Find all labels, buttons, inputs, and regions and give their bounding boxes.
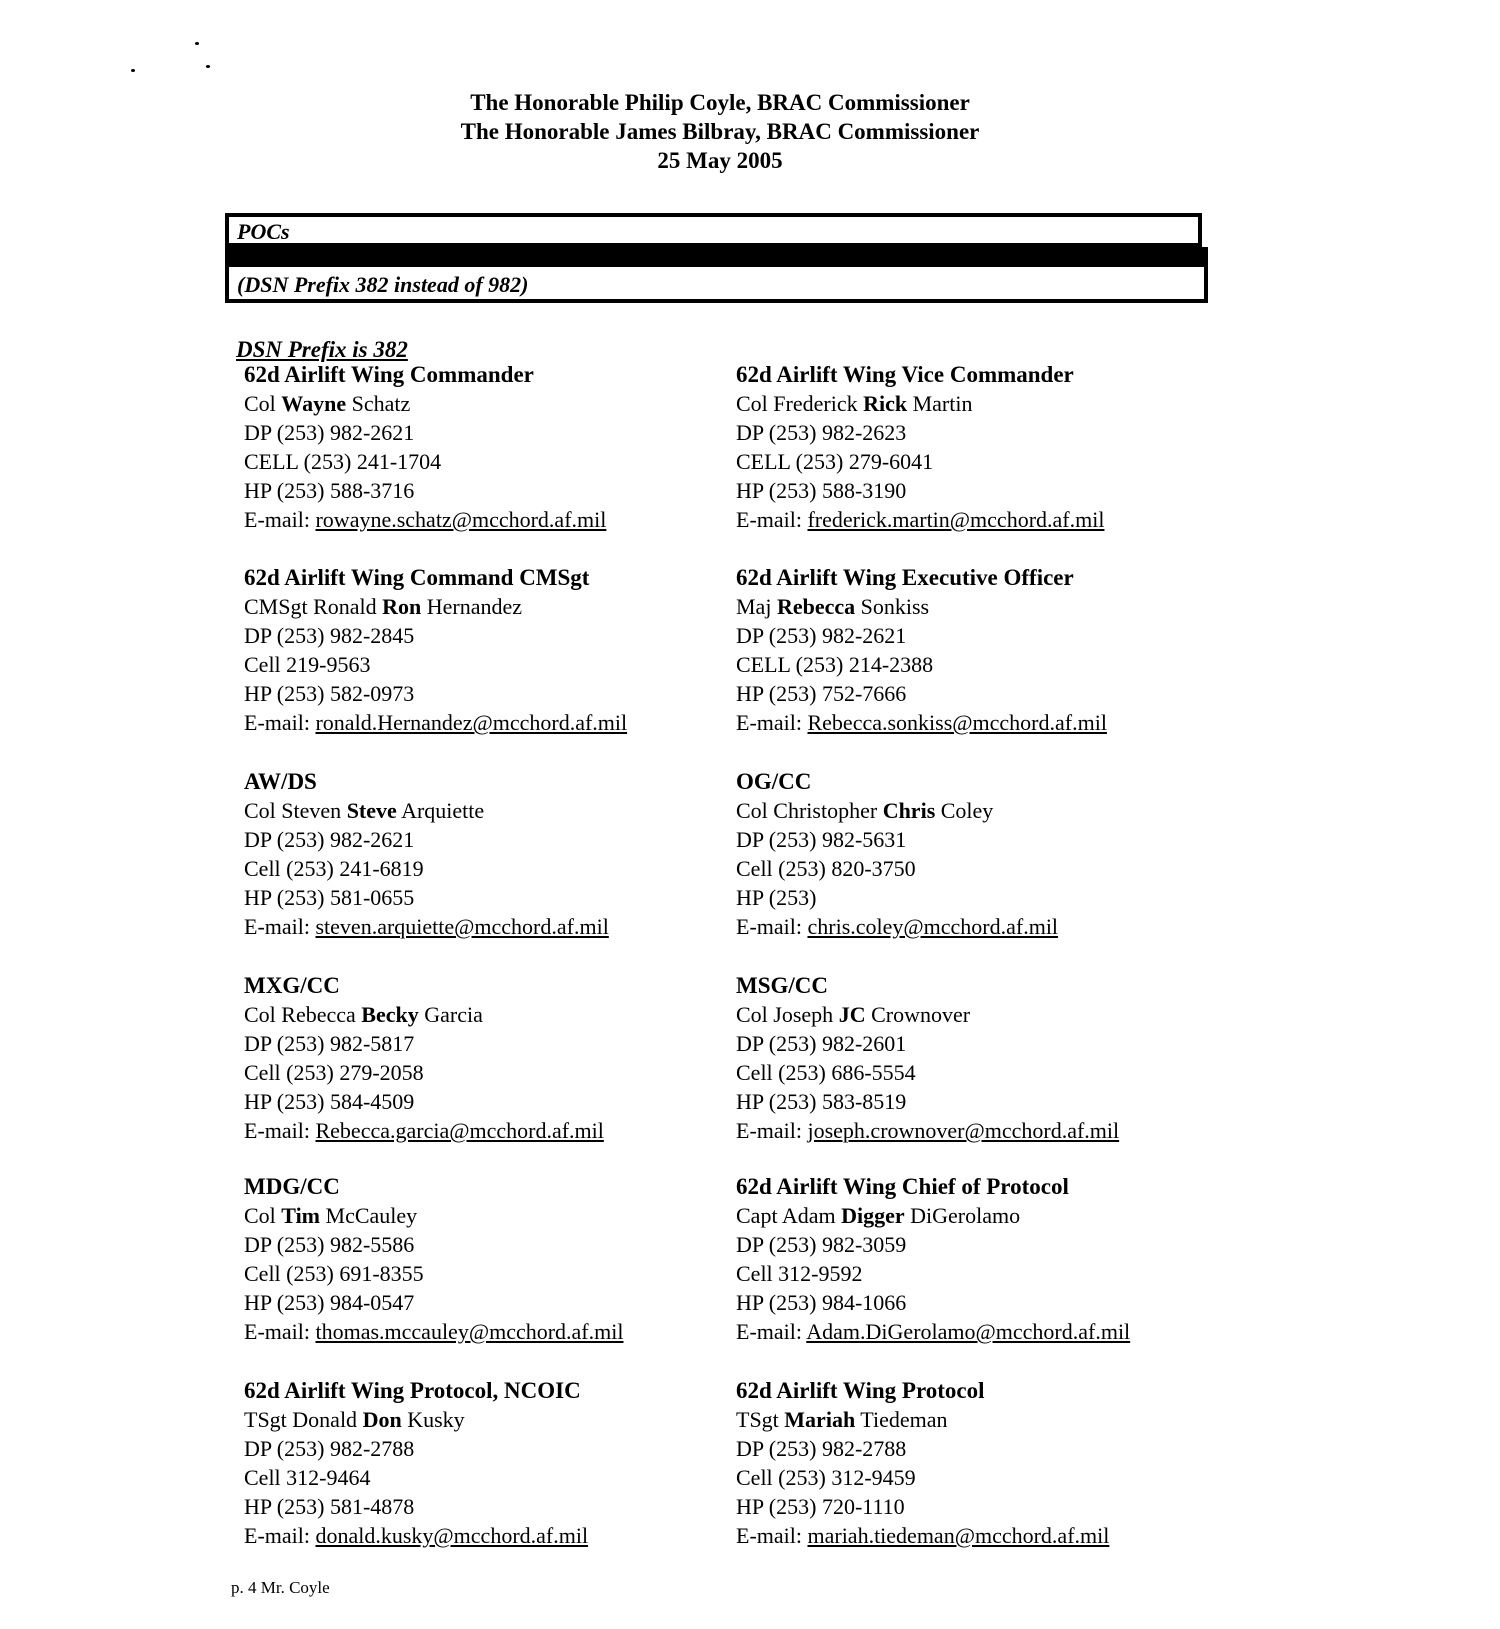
- contact-name: [736, 796, 1058, 825]
- contact-cell-phone: CELL (253) 241-1704: [244, 449, 442, 474]
- contact-title: 62d Airlift Wing Commander: [244, 362, 534, 387]
- dsn-note-box: [225, 263, 1208, 303]
- contact-title: 62d Airlift Wing Command CMSgt: [244, 565, 590, 590]
- contact-last-name: McCauley: [325, 1203, 418, 1228]
- email-label: E-mail:: [736, 914, 802, 939]
- dsn-prefix-heading: DSN Prefix is 382: [236, 337, 408, 362]
- contact-cell-phone: Cell (253) 279-2058: [244, 1060, 424, 1085]
- contact-nickname: Tim: [281, 1203, 321, 1228]
- pocs-box: [225, 213, 1202, 247]
- contact-email-line: [736, 1317, 1130, 1346]
- contact-home-phone: HP (253) 581-4878: [244, 1494, 415, 1519]
- contact-title: MSG/CC: [736, 973, 828, 998]
- email-link[interactable]: joseph.crownover@mcchord.af.mil: [807, 1118, 1120, 1143]
- scan-speck: [195, 42, 199, 45]
- contact-cell-phone: Cell (253) 312-9459: [736, 1465, 916, 1490]
- email-link[interactable]: rowayne.schatz@mcchord.af.mil: [315, 507, 607, 532]
- contact-nickname: Steve: [346, 798, 397, 823]
- contact-email-line: [736, 1521, 1109, 1550]
- contact-first-name: Rebecca: [281, 1002, 356, 1027]
- contact-last-name: Tiedeman: [860, 1407, 948, 1432]
- contact-last-name: Kusky: [407, 1407, 465, 1432]
- contact-cell-phone: Cell 312-9464: [244, 1465, 371, 1490]
- contact-last-name: Crownover: [871, 1002, 971, 1027]
- contact-duty-phone: DP (253) 982-2623: [736, 420, 907, 445]
- header-line-2: The Honorable James Bilbray, BRAC Commissioner: [460, 119, 980, 144]
- email-label: E-mail:: [244, 914, 310, 939]
- contact-duty-phone: DP (253) 982-5817: [244, 1031, 415, 1056]
- contact-home-phone: HP (253) 588-3716: [244, 478, 415, 503]
- contact-card: [736, 563, 1107, 737]
- contact-last-name: DiGerolamo: [910, 1203, 1021, 1228]
- contact-last-name: Hernandez: [426, 594, 523, 619]
- contact-cell-phone: Cell 312-9592: [736, 1261, 863, 1286]
- email-link[interactable]: steven.arquiette@mcchord.af.mil: [315, 914, 609, 939]
- contact-title: 62d Airlift Wing Protocol, NCOIC: [244, 1378, 581, 1403]
- header-line-1: The Honorable Philip Coyle, BRAC Commissioner: [470, 90, 970, 115]
- email-label: E-mail:: [244, 507, 310, 532]
- email-link[interactable]: mariah.tiedeman@mcchord.af.mil: [807, 1523, 1110, 1548]
- contact-title: OG/CC: [736, 769, 812, 794]
- contact-card: [244, 971, 604, 1145]
- contact-cell-phone: CELL (253) 279-6041: [736, 449, 934, 474]
- contact-name: [736, 1405, 1109, 1434]
- contact-first-name: Adam: [781, 1203, 836, 1228]
- contact-rank: Col: [736, 798, 768, 823]
- contact-duty-phone: DP (253) 982-2621: [736, 623, 907, 648]
- contact-rank: Col: [244, 798, 276, 823]
- header-date: 25 May 2005: [657, 148, 783, 173]
- contact-home-phone: HP (253) 582-0973: [244, 681, 415, 706]
- email-link[interactable]: thomas.mccauley@mcchord.af.mil: [315, 1319, 624, 1344]
- contact-home-phone: HP (253) 984-0547: [244, 1290, 415, 1315]
- contact-home-phone: HP (253) 588-3190: [736, 478, 907, 503]
- contact-home-phone: HP (253) 581-0655: [244, 885, 415, 910]
- contact-cell-phone: Cell (253) 241-6819: [244, 856, 424, 881]
- contact-nickname: Ron: [382, 594, 422, 619]
- contact-email-line: [736, 505, 1104, 534]
- contact-first-name: Steven: [281, 798, 342, 823]
- contact-title: MDG/CC: [244, 1174, 340, 1199]
- scan-speck: [131, 69, 135, 72]
- contact-card: [244, 563, 627, 737]
- contact-rank: Col: [244, 1203, 276, 1228]
- email-link[interactable]: donald.kusky@mcchord.af.mil: [315, 1523, 589, 1548]
- dsn-note-label: (DSN Prefix 382 instead of 982): [237, 272, 529, 297]
- contact-nickname: Mariah: [784, 1407, 856, 1432]
- email-link[interactable]: Rebecca.garcia@mcchord.af.mil: [315, 1118, 604, 1143]
- contact-first-name: Frederick: [773, 391, 858, 416]
- contact-duty-phone: DP (253) 982-2601: [736, 1031, 907, 1056]
- contact-rank: Col: [244, 1002, 276, 1027]
- contact-name: [736, 592, 1107, 621]
- email-link[interactable]: Adam.DiGerolamo@mcchord.af.mil: [806, 1319, 1131, 1344]
- contact-rank: Col: [736, 391, 768, 416]
- email-link[interactable]: Rebecca.sonkiss@mcchord.af.mil: [807, 710, 1107, 735]
- contact-card: [244, 360, 606, 534]
- contact-email-line: [244, 1317, 623, 1346]
- contact-title: 62d Airlift Wing Chief of Protocol: [736, 1174, 1069, 1199]
- contact-duty-phone: DP (253) 982-2621: [244, 420, 415, 445]
- contact-nickname: Digger: [841, 1203, 905, 1228]
- email-label: E-mail:: [244, 1118, 310, 1143]
- email-label: E-mail:: [244, 1319, 310, 1344]
- contact-title: 62d Airlift Wing Executive Officer: [736, 565, 1074, 590]
- page-footer: p. 4 Mr. Coyle: [231, 1578, 330, 1597]
- contact-cell-phone: Cell 219-9563: [244, 652, 371, 677]
- contact-cell-phone: Cell (253) 820-3750: [736, 856, 916, 881]
- contact-card: [736, 360, 1104, 534]
- contact-first-name: Christopher: [773, 798, 878, 823]
- contact-last-name: Coley: [940, 798, 994, 823]
- scan-speck: [206, 65, 210, 68]
- contact-nickname: Becky: [361, 1002, 419, 1027]
- contact-email-line: [244, 912, 609, 941]
- contact-rank: TSgt: [244, 1407, 287, 1432]
- black-band: [225, 247, 1208, 263]
- contact-home-phone: HP (253) 752-7666: [736, 681, 907, 706]
- contact-name: [244, 796, 609, 825]
- email-label: E-mail:: [736, 710, 802, 735]
- contact-title: 62d Airlift Wing Protocol: [736, 1378, 985, 1403]
- contact-home-phone: HP (253) 584-4509: [244, 1089, 415, 1114]
- contact-duty-phone: DP (253) 982-2621: [244, 827, 415, 852]
- contact-name: [736, 1000, 1119, 1029]
- contact-card: [736, 1376, 1109, 1550]
- contact-last-name: Arquiette: [401, 798, 485, 823]
- contact-email-line: [244, 1116, 604, 1145]
- contact-duty-phone: DP (253) 982-5631: [736, 827, 907, 852]
- contact-email-line: [736, 912, 1058, 941]
- contact-home-phone: HP (253) 583-8519: [736, 1089, 907, 1114]
- contact-cell-phone: Cell (253) 686-5554: [736, 1060, 916, 1085]
- contact-home-phone: HP (253) 984-1066: [736, 1290, 907, 1315]
- contact-name: [244, 592, 627, 621]
- contact-name: [244, 1000, 604, 1029]
- email-label: E-mail:: [736, 1319, 802, 1344]
- contact-duty-phone: DP (253) 982-2788: [736, 1436, 907, 1461]
- email-label: E-mail:: [736, 1523, 802, 1548]
- contact-nickname: Wayne: [281, 391, 347, 416]
- contact-name: [244, 1201, 623, 1230]
- contact-duty-phone: DP (253) 982-5586: [244, 1232, 415, 1257]
- contact-card: [736, 767, 1058, 941]
- contact-email-line: [244, 1521, 588, 1550]
- contact-name: [736, 1201, 1130, 1230]
- contact-last-name: Garcia: [424, 1002, 483, 1027]
- email-link[interactable]: frederick.martin@mcchord.af.mil: [807, 507, 1105, 532]
- contact-last-name: Martin: [912, 391, 973, 416]
- contact-email-line: [244, 505, 606, 534]
- contact-duty-phone: DP (253) 982-2845: [244, 623, 415, 648]
- contact-email-line: [736, 708, 1107, 737]
- contact-rank: Maj: [736, 594, 772, 619]
- contact-nickname: Chris: [882, 798, 936, 823]
- contact-last-name: Sonkiss: [860, 594, 930, 619]
- contact-home-phone: HP (253) 720-1110: [736, 1494, 905, 1519]
- contact-rank: Col: [736, 1002, 768, 1027]
- contact-cell-phone: Cell (253) 691-8355: [244, 1261, 424, 1286]
- contact-rank: Col: [244, 391, 276, 416]
- contact-name: [736, 389, 1104, 418]
- contact-card: [736, 971, 1119, 1145]
- contact-nickname: Rick: [863, 391, 908, 416]
- contact-title: 62d Airlift Wing Vice Commander: [736, 362, 1074, 387]
- contact-duty-phone: DP (253) 982-3059: [736, 1232, 907, 1257]
- document-header: [0, 88, 1440, 175]
- email-label: E-mail:: [736, 1118, 802, 1143]
- email-label: E-mail:: [244, 1523, 310, 1548]
- contact-email-line: [244, 708, 627, 737]
- contact-nickname: Rebecca: [776, 594, 856, 619]
- contact-card: [244, 1172, 623, 1346]
- contact-home-phone: HP (253): [736, 885, 817, 910]
- contact-first-name: Ronald: [313, 594, 377, 619]
- contact-cell-phone: CELL (253) 214-2388: [736, 652, 934, 677]
- contact-duty-phone: DP (253) 982-2788: [244, 1436, 415, 1461]
- email-label: E-mail:: [736, 507, 802, 532]
- email-link[interactable]: chris.coley@mcchord.af.mil: [807, 914, 1059, 939]
- contact-first-name: Donald: [292, 1407, 358, 1432]
- contact-title: MXG/CC: [244, 973, 340, 998]
- contact-title: AW/DS: [244, 769, 317, 794]
- contact-rank: TSgt: [736, 1407, 779, 1432]
- contact-rank: Capt: [736, 1203, 778, 1228]
- email-label: E-mail:: [244, 710, 310, 735]
- email-link[interactable]: ronald.Hernandez@mcchord.af.mil: [315, 710, 628, 735]
- contact-last-name: Schatz: [351, 391, 411, 416]
- contact-card: [244, 767, 609, 941]
- contact-email-line: [736, 1116, 1119, 1145]
- pocs-label: POCs: [237, 219, 290, 244]
- contact-name: [244, 389, 606, 418]
- contact-nickname: JC: [838, 1002, 866, 1027]
- contact-card: [244, 1376, 588, 1550]
- contact-nickname: Don: [362, 1407, 402, 1432]
- contact-card: [736, 1172, 1130, 1346]
- contact-name: [244, 1405, 588, 1434]
- contact-first-name: Joseph: [773, 1002, 834, 1027]
- contact-rank: CMSgt: [244, 594, 308, 619]
